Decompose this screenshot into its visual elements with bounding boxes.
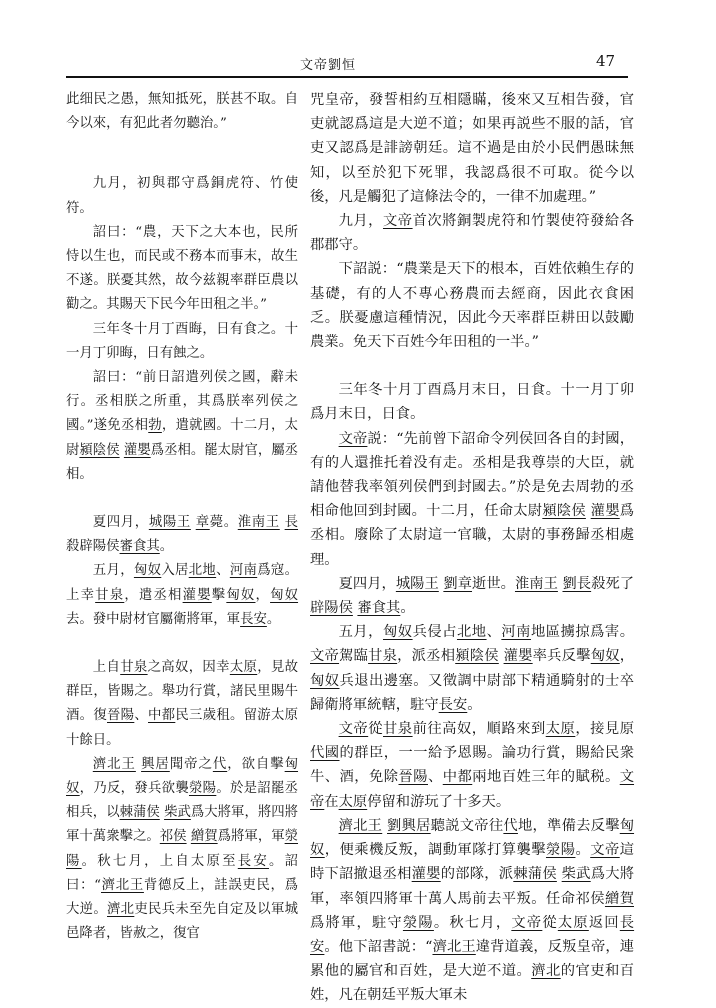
paragraph: 九月，初與郡守爲銅虎符、竹使符。 (66, 176, 298, 216)
paragraph: 濟北王 劉興居聽説文帝往代地，準備去反擊匈奴，便乘機反叛，調動軍隊打算襲擊滎陽。文帝這時下詔撤退丞相灌嬰的部隊，派棘蒲侯 柴武爲大將軍，率領四將軍十萬人馬前去平叛。任命祁侯繒賀爲將軍，駐守滎陽。秋七月，文帝從太原返回長安。他下詔書説：“濟北王違背道義，反叛皇帝，連累他的屬官和百姓，是大逆不道。濟北的官吏和百姓，凡在朝廷平叛大軍未 (310, 817, 635, 1004)
paragraph: 三年冬十月丁酉晦，日有食之。十一月丁卯晦，日有蝕之。 (66, 321, 298, 361)
paragraph: 夏四月，城陽王 章薨。淮南王 長殺辟陽侯審食其。 (66, 515, 299, 555)
translation-text-column (310, 88, 635, 1004)
paragraph: 詔曰：“農，天下之大本也，民所恃以生也，而民或不務本而事末，故生不遂。朕憂其然，故今兹親率群臣農以勸之。其賜天下民今年田租之半。” (66, 224, 298, 313)
original-text-column (66, 88, 298, 980)
paragraph: 咒皇帝，發誓相約互相隱瞞，後來又互相告發，官吏就認爲這是大逆不道；如果再説些不服的話，官吏又認爲是誹謗朝廷。這不過是由於小民們愚昧無知，以至於犯下死罪，我認爲很不可取。從今以後，凡是觸犯了這條法令的，一律不加處理。” (310, 92, 634, 205)
paragraph: 九月，文帝首次將銅製虎符和竹製使符發給各郡郡守。 (310, 213, 635, 254)
paragraph: 詔曰：“前日詔遣列侯之國，辭未行。丞相朕之所重，其爲朕率列侯之國。”遂免丞相勃，遣就國。十二月，太尉潁陰侯 灌嬰爲丞相。罷太尉官，屬丞相。 (66, 370, 299, 482)
paragraph: 文帝從甘泉前往高奴，順路來到太原，接見原代國的群臣，一一給予恩賜。論功行賞，賜給民衆牛、酒，免除晉陽、中都兩地百姓三年的賦税。文帝在太原停留和游玩了十多天。 (310, 721, 635, 810)
paragraph: 上自甘泉之高奴，因幸太原，見故群臣，皆賜之。舉功行賞，諸民里賜牛酒。復晉陽、中都民三歲租。留游太原十餘日。 (66, 660, 299, 748)
paragraph: 下詔説：“農業是天下的根本，百姓依賴生存的基礎，有的人不專心務農而去經商，因此衣食困乏。朕憂慮這種情況，因此今天率群臣耕田以鼓勵農業。免天下百姓今年田租的一半。” (310, 261, 634, 351)
page-number: 47 (596, 52, 616, 70)
paragraph: 五月，匈奴兵侵占北地、河南地區擄掠爲害。文帝駕臨甘泉，派丞相潁陰侯 灌嬰率兵反擊匈奴，匈奴兵退出邊塞。又徵調中尉部下精通騎射的士卒歸衛將軍統轄，駐守長安。 (310, 624, 635, 713)
paragraph: 文帝説：“先前曾下詔命令列侯回各自的封國，有的人還推托着没有走。丞相是我尊崇的大臣，就請他替我率領列侯們到封國去。”於是免去周勃的丞相命他回到封國。十二月，任命太尉潁陰侯 灌嬰爲丞相。廢除了太尉這一官職，太尉的事務歸丞相處理。 (310, 430, 635, 568)
paragraph: 濟北王 興居聞帝之代，欲自擊匈奴，乃反，發兵欲襲滎陽。於是詔罷丞相兵，以棘蒲侯 柴武爲大將軍，將四將軍十萬衆擊之。祁侯 繒賀爲將軍，軍滎陽。秋七月，上自太原至長安。詔曰：“濟北王背德反上，詿誤吏民，爲大逆。濟北吏民兵未至先自定及以軍城邑降者，皆赦之，復官 (66, 756, 299, 942)
paragraph: 夏四月，城陽王 劉章逝世。淮南王 劉長殺死了辟陽侯 審食其。 (310, 575, 635, 617)
running-header-title: 文帝劉恒 (300, 58, 357, 73)
header-divider (66, 76, 628, 78)
paragraph: 五月，匈奴入居北地、河南爲寇。上幸甘泉，遣丞相灌嬰擊匈奴，匈奴去。發中尉材官屬衛將軍，軍長安。 (66, 563, 299, 627)
paragraph: 此细民之愚，無知抵死，朕甚不取。自今以來，有犯此者勿聽治。” (66, 92, 298, 132)
paragraph: 三年冬十月丁酉爲月末日，日食。十一月丁卯爲月末日，日食。 (310, 382, 634, 423)
